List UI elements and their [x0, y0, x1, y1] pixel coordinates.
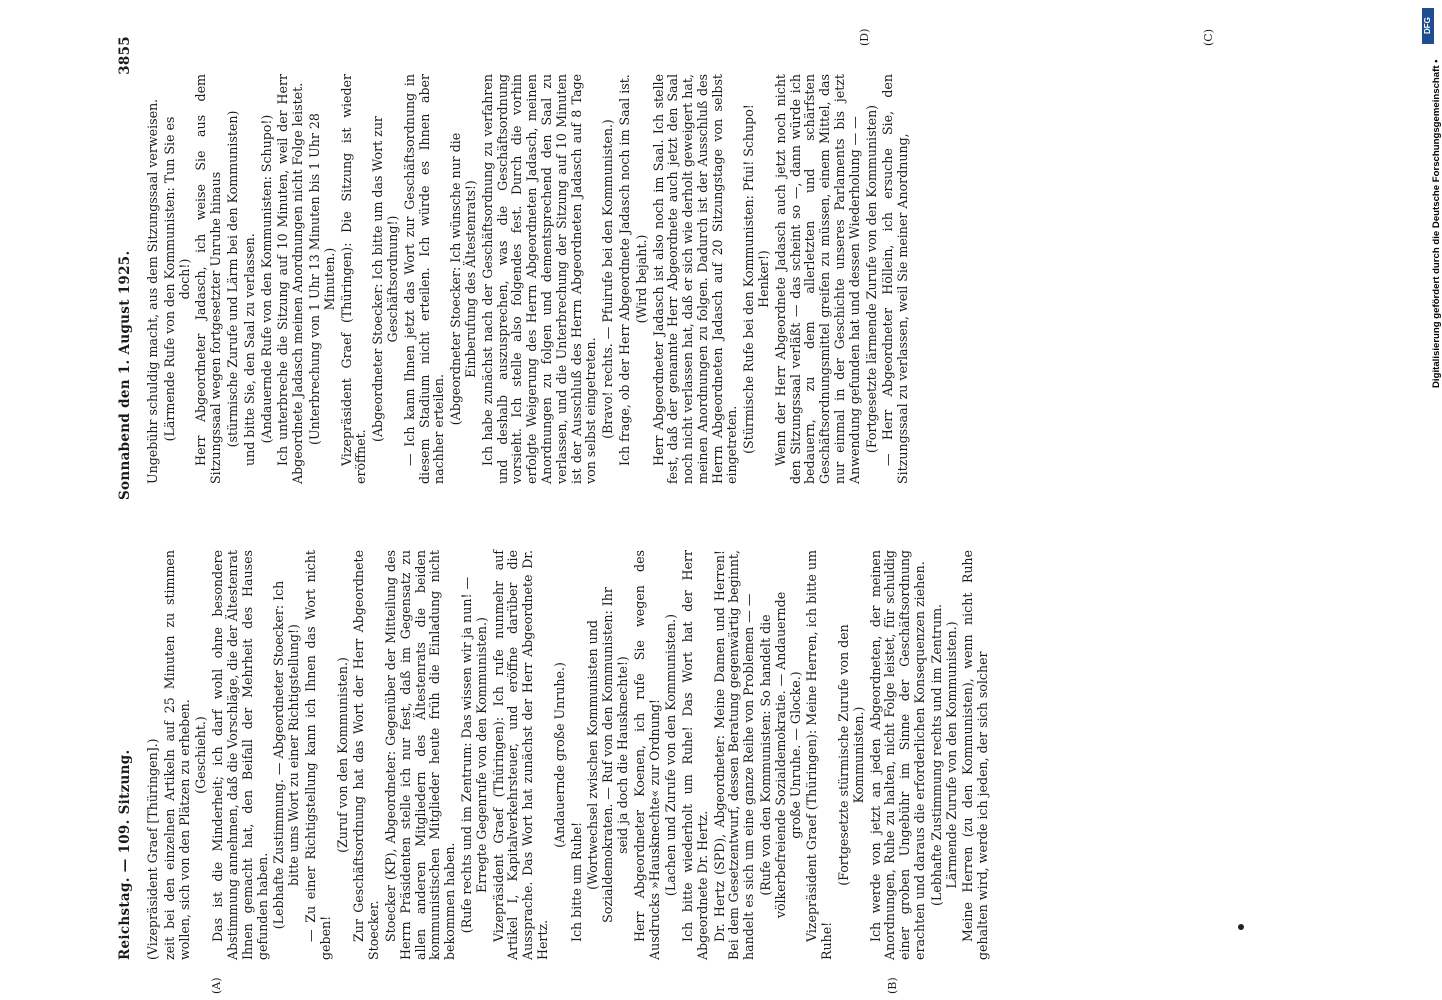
paragraph: (Abgeordneter Stoecker: Ich bitte um das Wort zur Geschäftsordnung!) [370, 116, 400, 442]
paragraph: (Wird bejaht.) [633, 234, 649, 324]
scan-dot [1238, 924, 1244, 930]
dfg-logo-icon: DFG [1422, 8, 1434, 44]
paragraph: Das ist die Minderheit; ich darf wohl ohne besondere Abstimmung annehmen, daß die Vorschläge, die der Ältestenrat Ihnen gemacht hat, den Beifall der Mehrheit des Hauses gefunden haben. [210, 550, 270, 960]
page-number: 3855 [117, 36, 133, 75]
paragraph: Zur Geschäftsordnung hat das Wort der Herr Abgeordnete Stoecker. [351, 550, 382, 960]
paragraph: (Rufe von den Kommunisten: So handelt die völkerbefreiende Sozialdemokratie. — Andauernde große Unruhe. — Glocke.) [758, 591, 803, 919]
right-column [146, 74, 913, 484]
paragraph: Ich bitte um Ruhe! [568, 821, 584, 942]
paragraph: Stoecker (KP), Abgeordneter: Gegenüber der Mitteilung des Herrn Präsidenten stelle ich nur fest, daß im Gegensatz zu allen anderen Mitgliedern des Ältestenrats die beiden kommunistischen Mitglieder heute früh die Einladung nicht bekommen haben. [382, 550, 458, 960]
paragraph: (Wortwechsel zwischen Kommunisten und Sozialdemokraten. — Ruf von den Kommunisten: Ihr seid ja doch die Hausknechte!) [585, 587, 630, 923]
margin-marker-d: (D) [858, 28, 871, 46]
paragraph: (Lebhafte Zustimmung. — Abgeordneter Stoecker: Ich bitte ums Wort zu einer Richtigstellung!) [271, 580, 302, 930]
paragraph: Dr. Hertz (SPD), Abgeordneter: Meine Damen und Herren! Bei dem Gesetzentwurf, dessen Beratung gegenwärtig beginnt, handelt es sich um eine ganze Reihe von Problemen — — [711, 550, 757, 960]
paragraph: (Andauernde Rufe von den Kommunisten: Schupo!) [258, 114, 274, 444]
paragraph: Meine Herren (zu den Kommunisten), wenn nicht Ruhe gehalten wird, werde ich jeden, der sich solcher [960, 550, 991, 960]
paragraph: Herr Abgeordneter Koenen, ich rufe Sie wegen des Ausdrucks »Hausknechte« zur Ordnung! [631, 550, 662, 960]
running-header: Reichstag. — 109. Sitzung. [117, 749, 133, 960]
paragraph: (Zuruf von den Kommunisten.) [334, 657, 350, 853]
paragraph: (Rufe rechts und im Zentrum: Das wissen wir ja nun! — Erregte Gegenrufe von den Kommunisten.) [458, 576, 489, 934]
paragraph: (Vizepräsident Graef [Thüringen].) [145, 738, 160, 960]
paragraph: (Lärmende Rufe von den Kommunisten: Tun Sie es doch!) [161, 116, 192, 442]
paragraph: Vizepräsident Graef (Thüringen): Ich rufe nunmehr auf Artikel I, Kapitalverkehrsteuer, und eröffne darüber die Aussprache. Das Wort hat zunächst der Herr Abgeordnete Dr. Hertz. [490, 550, 550, 960]
paragraph: — Zu einer Richtigstellung kann ich Ihnen das Wort nicht geben! [302, 550, 333, 960]
paragraph: Herr Abgeordneter Jadasch, ich weise Sie aus dem Sitzungssaal wegen fortgesetzter Unruhe hinaus [193, 74, 224, 484]
margin-marker-a: (A) [210, 977, 223, 994]
paragraph: (Lachen und Zurufe von den Kommunisten.) [663, 613, 679, 897]
paragraph: Ich bitte wiederholt um Ruhe! Das Wort hat der Herr Abgeordnete Dr. Hertz. [680, 550, 710, 960]
paragraph: (Geschieht.) [193, 716, 209, 794]
paragraph: (Lebhafte Zustimmung rechts und im Zentrum. Lärmende Zurufe von den Kommunisten.) [928, 603, 959, 907]
paragraph: Ich habe zunächst nach der Geschäftsordnung zu verfahren und deshalb auszusprechen, was die Geschäftsordnung vorsieht. Ich stelle also folgendes fest. Durch die vorhin erfolgte Weigerung des Herrn Abgeordneten Jadasch, meinen Anordnungen zu folgen und dementsprechend den Saal zu verlassen, und die Unterbrechung der Sitzung auf 10 Minuten ist der Ausschluß des Herrn Abgeordneten Jadasch auf 8 Tage von selbst eingetreten. [479, 74, 599, 484]
paragraph: (Abgeordneter Stoecker: Ich wünsche nur die Einberufung des Ältestenrats!) [448, 132, 478, 426]
paragraph: Ungebühr schuldig macht, aus dem Sitzungssaal verweisen. [145, 98, 160, 484]
paragraph: Ich frage, ob der Herr Abgeordnete Jadasch noch im Saal ist. [616, 74, 632, 466]
digitization-credit: Digitalisierung gefördert durch die Deutsche Forschungsgemeinschaft • [1431, 59, 1442, 388]
paragraph: — Herr Abgeordneter Höllein, ich ersuche Sie, den Sitzungssaal zu verlassen, weil Sie meiner Anordnung, [880, 74, 911, 484]
margin-marker-c: (C) [1202, 29, 1215, 46]
paragraph: Ich werde von jetzt an jeden Abgeordneten, der meinen Anordnungen, Ruhe zu halten, nicht Folge leistet, für schuldig einer groben Ungebühr im Sinne der Geschäftsordnung erachten und daraus die erforderlichen Konsequenzen ziehen. [867, 550, 928, 960]
paragraph: (stürmische Zurufe und Lärm bei den Kommunisten) [224, 110, 240, 448]
paragraph: und bitte Sie, den Saal zu verlassen. [241, 233, 257, 466]
paragraph: (Andauernde große Unruhe.) [551, 662, 567, 848]
paragraph: Vizepräsident Graef (Thüringen): Meine Herren, ich bitte um Ruhe! [804, 550, 835, 960]
paragraph: (Stürmische Rufe bei den Kommunisten: Pfui! Schupo! Henker!) [741, 104, 772, 454]
left-column [146, 550, 993, 960]
paragraph: (Unterbrechung von 1 Uhr 13 Minuten bis 1 Uhr 28 Minuten.) [306, 113, 337, 445]
rotated-document-page [117, 10, 1228, 994]
paragraph: — Ich kann Ihnen jetzt das Wort zur Geschäftsordnung in diesem Stadium nicht erteilen. Ich würde es Ihnen aber nachher erteilen. [401, 74, 447, 484]
session-date: Sonnabend den 1. August 1925. [117, 250, 133, 500]
paragraph: (Fortgesetzte lärmende Zurufe von den Kommunisten) [863, 104, 879, 454]
margin-marker-b: (B) [886, 977, 899, 994]
paragraph: Vizepräsident Graef (Thüringen): Die Sitzung ist wieder eröffnet. [338, 74, 369, 484]
paragraph: Wenn der Herr Abgeordnete Jadasch auch jetzt noch nicht den Sitzungssaal verläßt — das scheint so —, dann würde ich bedauern, zu dem allerletzten und schärfsten Geschäftsordnungsmittel greifen zu müssen, einem Mittel, das nur einmal in der Geschichte unseres Parlaments bis jetzt Anwendung gefunden hat und dessen Wiederholung — — [772, 74, 862, 484]
paragraph: zeit bei den einzelnen Artikeln auf 25 Minuten zu stimmen wollen, sich von den Plätzen zu erheben. [161, 550, 192, 960]
paragraph: (Fortgesetzte stürmische Zurufe von den Kommunisten.) [836, 624, 866, 886]
paragraph: Ich unterbreche die Sitzung auf 10 Minuten, weil der Herr Abgeordnete Jadasch meinen Anordnungen nicht Folge leistet. [275, 74, 306, 484]
paragraph: Herr Abgeordneter Jadasch ist also noch im Saal. Ich stelle fest, daß der genannte Herr Abgeordnete auch jetzt den Saal noch nicht verlassen hat, daß er sich wie derholt geweigert hat, meinen Anordnungen zu folgen. Dadurch ist der Ausschluß des Herrn Abgeordneten Jadasch auf 20 Sitzungstage von selbst eingetreten. [650, 74, 740, 484]
paragraph: (Bravo! rechts. — Pfuirufe bei den Kommunisten.) [600, 119, 616, 439]
